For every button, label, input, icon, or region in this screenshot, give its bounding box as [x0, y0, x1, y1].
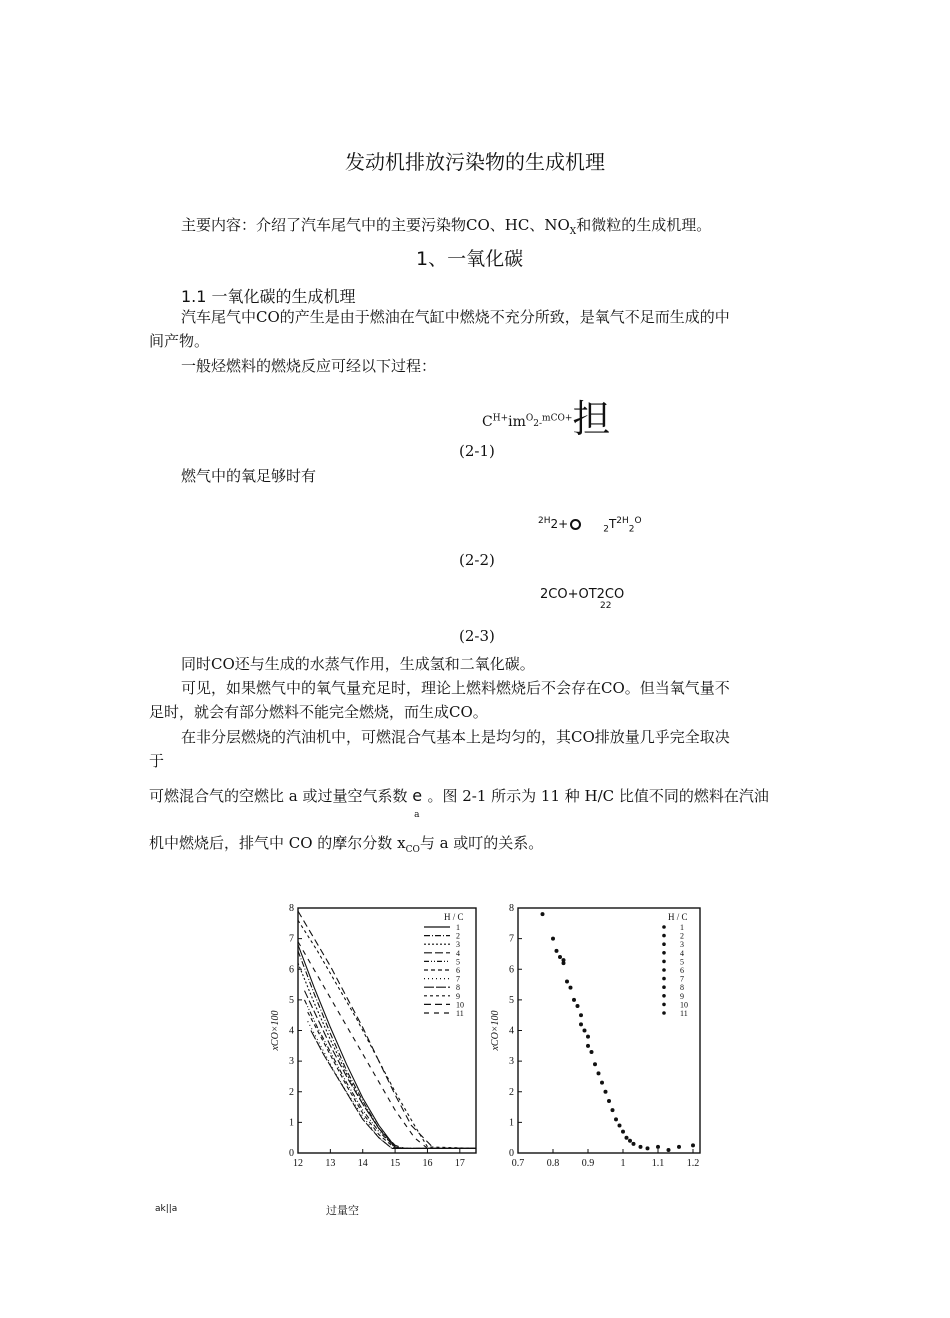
y-axis-label: xCO×100	[270, 1010, 281, 1051]
scatter-point	[558, 955, 562, 959]
y-tick-label: 6	[509, 964, 514, 976]
scatter-point	[555, 949, 559, 953]
scatter-point	[656, 1145, 660, 1149]
legend-marker	[662, 1003, 666, 1007]
scatter-point	[646, 1146, 650, 1150]
legend-label: 2	[456, 931, 460, 941]
eq2-2h2: 2H	[616, 516, 629, 526]
para7-symbol-sub: a	[414, 810, 420, 820]
scatter-point	[586, 1035, 590, 1039]
y-tick-label: 7	[289, 933, 294, 945]
legend-label: 6	[680, 966, 684, 975]
page-title: 发动机排放污染物的生成机理	[345, 150, 605, 174]
eq1-2minus: 2-	[533, 419, 543, 429]
series-line-4	[305, 991, 477, 1149]
eq2-t: T	[608, 517, 617, 531]
scatter-point	[625, 1136, 629, 1140]
scatter-point	[632, 1142, 636, 1146]
summary-subscript: X	[569, 227, 577, 237]
equation-number-2-3: (2-3)	[459, 627, 495, 645]
para8-x-sub: CO	[405, 845, 420, 855]
figure-left-chart	[268, 900, 490, 1184]
legend-label: 1	[456, 923, 460, 932]
para8-lead: 机中燃烧后，排气中 CO 的摩尔分数	[149, 834, 398, 852]
x-tick-label: 12	[293, 1158, 303, 1169]
para7-lead: 可燃混合气的空燃比 a 或过量空气系数	[149, 787, 413, 805]
equation-2-3: 2CO+OT2CO	[540, 587, 625, 602]
scatter-point	[628, 1139, 632, 1143]
y-tick-label: 5	[289, 994, 294, 1006]
figure-right-chart	[490, 900, 715, 1184]
plot-frame	[518, 908, 700, 1153]
paragraph-2: 一般烃燃料的燃烧反应可经以下过程：	[181, 357, 437, 375]
scatter-point	[541, 912, 545, 916]
x-tick-label: 13	[325, 1158, 336, 1169]
section-heading: 1、一氧化碳	[416, 248, 524, 270]
legend-label: 2	[680, 931, 684, 941]
x-tick-label: 17	[454, 1158, 465, 1169]
paragraph-1-line-2: 间产物。	[149, 332, 210, 350]
scatter-point	[579, 1013, 583, 1017]
scatter-point	[600, 1081, 604, 1085]
series-line-5	[305, 1000, 477, 1149]
legend-marker	[662, 985, 666, 989]
legend-marker	[662, 934, 666, 938]
paragraph-7	[149, 785, 769, 820]
scatter-point	[667, 1148, 671, 1152]
y-tick-label: 1	[289, 1117, 294, 1129]
legend-title: H / C	[668, 912, 688, 922]
equation-2-1	[482, 388, 610, 443]
legend-label: 9	[456, 991, 460, 1001]
y-tick-label: 8	[509, 903, 514, 914]
legend-label: 5	[680, 957, 684, 967]
x-tick-label: 1	[620, 1158, 626, 1169]
scatter-point	[569, 986, 573, 990]
legend-label: 3	[680, 940, 684, 950]
eq2-2plus: 2+	[550, 517, 569, 531]
legend-label: 4	[680, 948, 684, 958]
legend-title: H / C	[444, 912, 464, 922]
eq1-im: im	[508, 414, 526, 430]
caption-right: 过量空	[326, 1204, 359, 1217]
legend-marker	[662, 942, 666, 946]
legend-label: 6	[456, 966, 460, 975]
eq1-o: O	[525, 413, 534, 424]
legend-label: 1	[680, 923, 684, 932]
paragraph-3: 燃气中的氧足够时有	[181, 467, 317, 485]
scatter-point	[551, 937, 555, 941]
legend-marker	[662, 925, 666, 929]
legend-label: 8	[680, 983, 684, 993]
y-tick-label: 6	[289, 964, 294, 976]
scatter-point	[576, 1004, 580, 1008]
x-tick-label: 16	[422, 1158, 433, 1169]
para8-tail: 与 a 或叮的关系。	[419, 834, 544, 852]
y-tick-label: 5	[509, 994, 514, 1006]
chart-left-svg	[268, 900, 490, 1180]
scatter-point	[614, 1117, 618, 1121]
y-axis-label: xCO×100	[490, 1010, 501, 1051]
legend-label: 7	[680, 974, 684, 984]
scatter-point	[691, 1143, 695, 1147]
y-tick-label: 2	[509, 1086, 514, 1098]
scatter-point	[590, 1050, 594, 1054]
legend-label: 3	[456, 940, 460, 950]
legend-marker	[662, 951, 666, 955]
x-tick-label: 1.2	[686, 1158, 700, 1169]
scatter-point	[639, 1145, 643, 1149]
y-tick-label: 0	[289, 1148, 294, 1159]
x-tick-label: 14	[357, 1158, 368, 1169]
para7-symbol: e	[412, 786, 423, 805]
para7-tail: 。图 2-1 所示为 11 种 H/C 比值不同的燃料在汽油	[427, 787, 769, 805]
paragraph-6-line-2: 于	[149, 752, 165, 770]
summary-items: CO、HC、NO	[466, 216, 570, 234]
eq1-c: C	[482, 414, 493, 430]
scatter-point	[621, 1130, 625, 1134]
caption-left: ak||a	[155, 1204, 178, 1214]
legend-label: 5	[456, 957, 460, 967]
y-tick-label: 7	[509, 933, 514, 945]
paragraph-1-line-1: 汽车尾气中CO的产生是由于燃油在气缸中燃烧不充分所致，是氧气不足而生成的中	[181, 308, 730, 326]
summary-lead: 主要内容：介绍了汽车尾气中的主要污染物	[181, 216, 467, 234]
subsection-heading: 1.1 一氧化碳的生成机理	[181, 287, 356, 306]
eq1-mco: mCO+	[542, 413, 573, 424]
eq1-glyph: 担	[572, 397, 611, 441]
eq2-sub2: 2	[603, 524, 609, 535]
equation-number-2-1: (2-1)	[459, 442, 495, 460]
paragraph-8	[149, 832, 543, 861]
scatter-point	[677, 1145, 681, 1149]
legend-label: 10	[456, 1000, 464, 1010]
series-line-10	[298, 911, 476, 1148]
paragraph-4: 同时CO还与生成的水蒸气作用，生成氢和二氧化碳。	[181, 655, 535, 673]
scatter-point	[607, 1099, 611, 1103]
scatter-point	[565, 980, 569, 984]
y-tick-label: 2	[289, 1086, 294, 1098]
summary-line	[181, 214, 711, 243]
equation-2-3-subscripts: 22	[600, 601, 612, 611]
paragraph-5-line-2: 足时，就会有部分燃料不能完全燃烧，而生成CO。	[149, 703, 488, 721]
scatter-point	[618, 1123, 622, 1127]
legend-label: 11	[456, 1009, 464, 1018]
legend-label: 11	[680, 1009, 688, 1018]
y-tick-label: 4	[289, 1025, 294, 1037]
scatter-point	[604, 1090, 608, 1094]
para8-x: x	[397, 834, 406, 852]
legend-label: 8	[456, 983, 460, 993]
legend-label: 7	[456, 974, 460, 984]
chart-right-svg	[490, 900, 715, 1180]
scatter-point	[579, 1022, 583, 1026]
legend-marker	[662, 1011, 666, 1015]
scatter-point	[597, 1071, 601, 1075]
scatter-point	[562, 958, 566, 962]
summary-tail: 和微粒的生成机理。	[576, 216, 712, 234]
equation-2-2	[538, 516, 642, 534]
eq1-hplus: H+	[492, 413, 509, 424]
eq2-sub2b: 2	[628, 524, 635, 535]
legend-marker	[662, 994, 666, 998]
y-tick-label: 3	[289, 1056, 294, 1068]
x-tick-label: 0.8	[546, 1158, 560, 1169]
legend-marker	[662, 977, 666, 981]
scatter-point	[572, 998, 576, 1002]
x-tick-label: 0.7	[511, 1158, 525, 1169]
legend-label: 10	[680, 1000, 688, 1010]
paragraph-5-line-1: 可见，如果燃气中的氧气量充足时，理论上燃料燃烧后不会存在CO。但当氧气量不	[181, 679, 730, 697]
legend-marker	[662, 960, 666, 964]
series-line-2	[298, 948, 476, 1149]
y-tick-label: 3	[509, 1056, 514, 1068]
y-tick-label: 1	[509, 1117, 514, 1129]
series-line-1	[298, 945, 476, 1149]
x-tick-label: 1.1	[651, 1158, 665, 1169]
y-tick-label: 4	[509, 1025, 514, 1037]
equation-number-2-2: (2-2)	[459, 551, 495, 569]
legend-marker	[662, 968, 666, 972]
paragraph-6-line-1: 在非分层燃烧的汽油机中，可燃混合气基本上是均匀的，其CO排放量几乎完全取决	[181, 728, 730, 746]
eq2-2h: 2H	[538, 516, 551, 526]
x-tick-label: 15	[390, 1158, 401, 1169]
eq2-o: O	[634, 516, 642, 526]
scatter-point	[586, 1044, 590, 1048]
y-tick-label: 0	[509, 1148, 514, 1159]
eq2-circle-icon	[570, 519, 581, 530]
scatter-point	[611, 1108, 615, 1112]
x-tick-label: 0.9	[581, 1158, 595, 1169]
y-tick-label: 8	[289, 903, 294, 914]
legend-label: 9	[680, 991, 684, 1001]
legend-label: 4	[456, 948, 460, 958]
scatter-point	[583, 1029, 587, 1033]
scatter-point	[593, 1062, 597, 1066]
